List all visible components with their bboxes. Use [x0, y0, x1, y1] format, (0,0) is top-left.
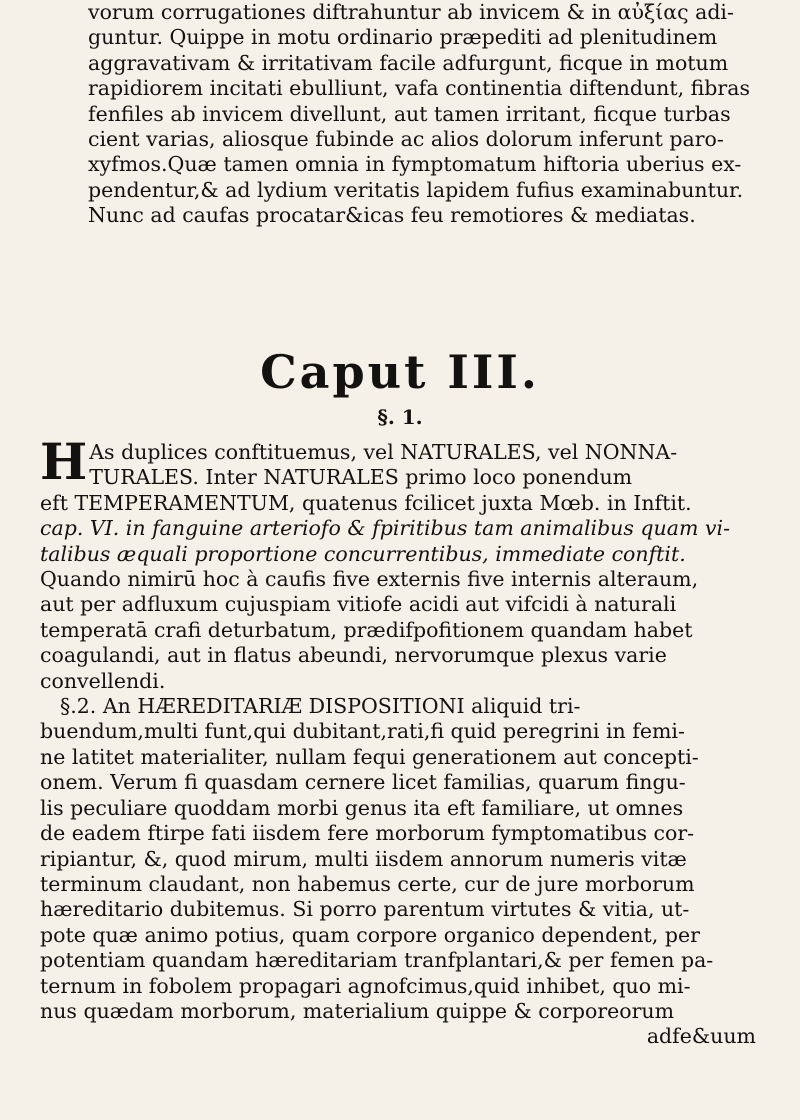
text-line: Quando nimirū hoc à caufis five externis five internis alteraum, [40, 567, 699, 592]
text-line: nus quædam morborum, materialium quippe & corporeorum [40, 998, 675, 1023]
text-line: convellendi. [40, 668, 166, 693]
text-line: xyfmos.Quæ tamen omnia in fymptomatum hiftoria uberius ex- [88, 152, 742, 177]
text-line: onem. Verum fi quasdam cernere licet familias, quarum fingu- [40, 770, 686, 795]
text-line: TURALES. Inter NATURALES primo loco ponendum [89, 465, 633, 490]
text-line: ne latitet materialiter, nullam fequi generationem aut concepti- [40, 744, 699, 769]
top-paragraph [88, 0, 770, 229]
text-line: guntur. Quippe in motu ordinario præpediti ad plenitudinem [88, 25, 718, 50]
section-mark: §. 1. [377, 405, 423, 429]
text-line: coagulandi, aut in flatus abeundi, nervorumque plexus varie [40, 643, 667, 668]
text-line: aggravativam & irritativam facile adfurgunt, ficque in motum [88, 50, 729, 75]
chapter-heading: Caput III. [260, 345, 540, 399]
text-line: fenfiles ab invicem divellunt, aut tamen irritant, ficque turbas [88, 101, 731, 126]
text-line: pendentur,& ad lydium veritatis lapidem fufius examinabuntur. [88, 177, 744, 202]
body-text [40, 432, 756, 1050]
text-line: cient varias, aliosque fubinde ac alios dolorum inferunt paro- [88, 127, 724, 152]
text-line: hæreditario dubitemus. Si porro parentum virtutes & vitia, ut- [40, 897, 690, 922]
text-line: §.2. An HÆREDITARIÆ DISPOSITIONI aliquid tri- [60, 694, 581, 719]
text-line: rapidiorem incitati ebulliunt, vafa continentia diftendunt, fibras [88, 76, 750, 101]
text-line: de eadem ftirpe fati iisdem fere morborum fymptomatibus cor- [40, 821, 695, 846]
text-line: eft TEMPERAMENTUM, quatenus fcilicet juxta Mœb. in Inftit. [40, 490, 692, 515]
text-line: ternum in fobolem propagari agnofcimus,quid inhibet, quo mi- [40, 973, 691, 998]
text-line: ripiantur, &, quod mirum, multi iisdem annorum numeris vitæ [40, 846, 687, 871]
text-line: talibus æquali proportione concurrentibus, immediate conftit. [40, 541, 686, 566]
text-line: potentiam quandam hæreditariam tranfplantari,& per femen pa- [40, 948, 714, 973]
drop-cap: H [40, 432, 88, 491]
text-line: vorum corrugationes diftrahuntur ab invicem & in αὐξίας adi- [88, 0, 734, 24]
catchword: adfe&uum [646, 1024, 756, 1049]
text-line: temperatā crafi deturbatum, prædifpofitionem quandam habet [40, 617, 693, 642]
text-line: buendum,multi funt,qui dubitant,rati,fi quid peregrini in femi- [40, 719, 685, 744]
text-line: pote quæ animo potius, quam corpore organico dependent, per [40, 922, 700, 947]
text-line: lis peculiare quoddam morbi genus ita eft familiare, ut omnes [40, 795, 684, 820]
text-line: Nunc ad caufas procatar&icas feu remotiores & mediatas. [88, 203, 696, 228]
text-line: terminum claudant, non habemus certe, cur de jure morborum [40, 871, 695, 896]
text-line: As duplices conftituemus, vel NATURALES, vel NONNA- [89, 440, 678, 464]
text-line: cap. VI. in fanguine arteriofo & fpiritibus tam animalibus quam vi- [40, 516, 730, 541]
text-line: aut per adfluxum cujuspiam vitiofe acidi aut vifcidi à naturali [40, 592, 677, 617]
